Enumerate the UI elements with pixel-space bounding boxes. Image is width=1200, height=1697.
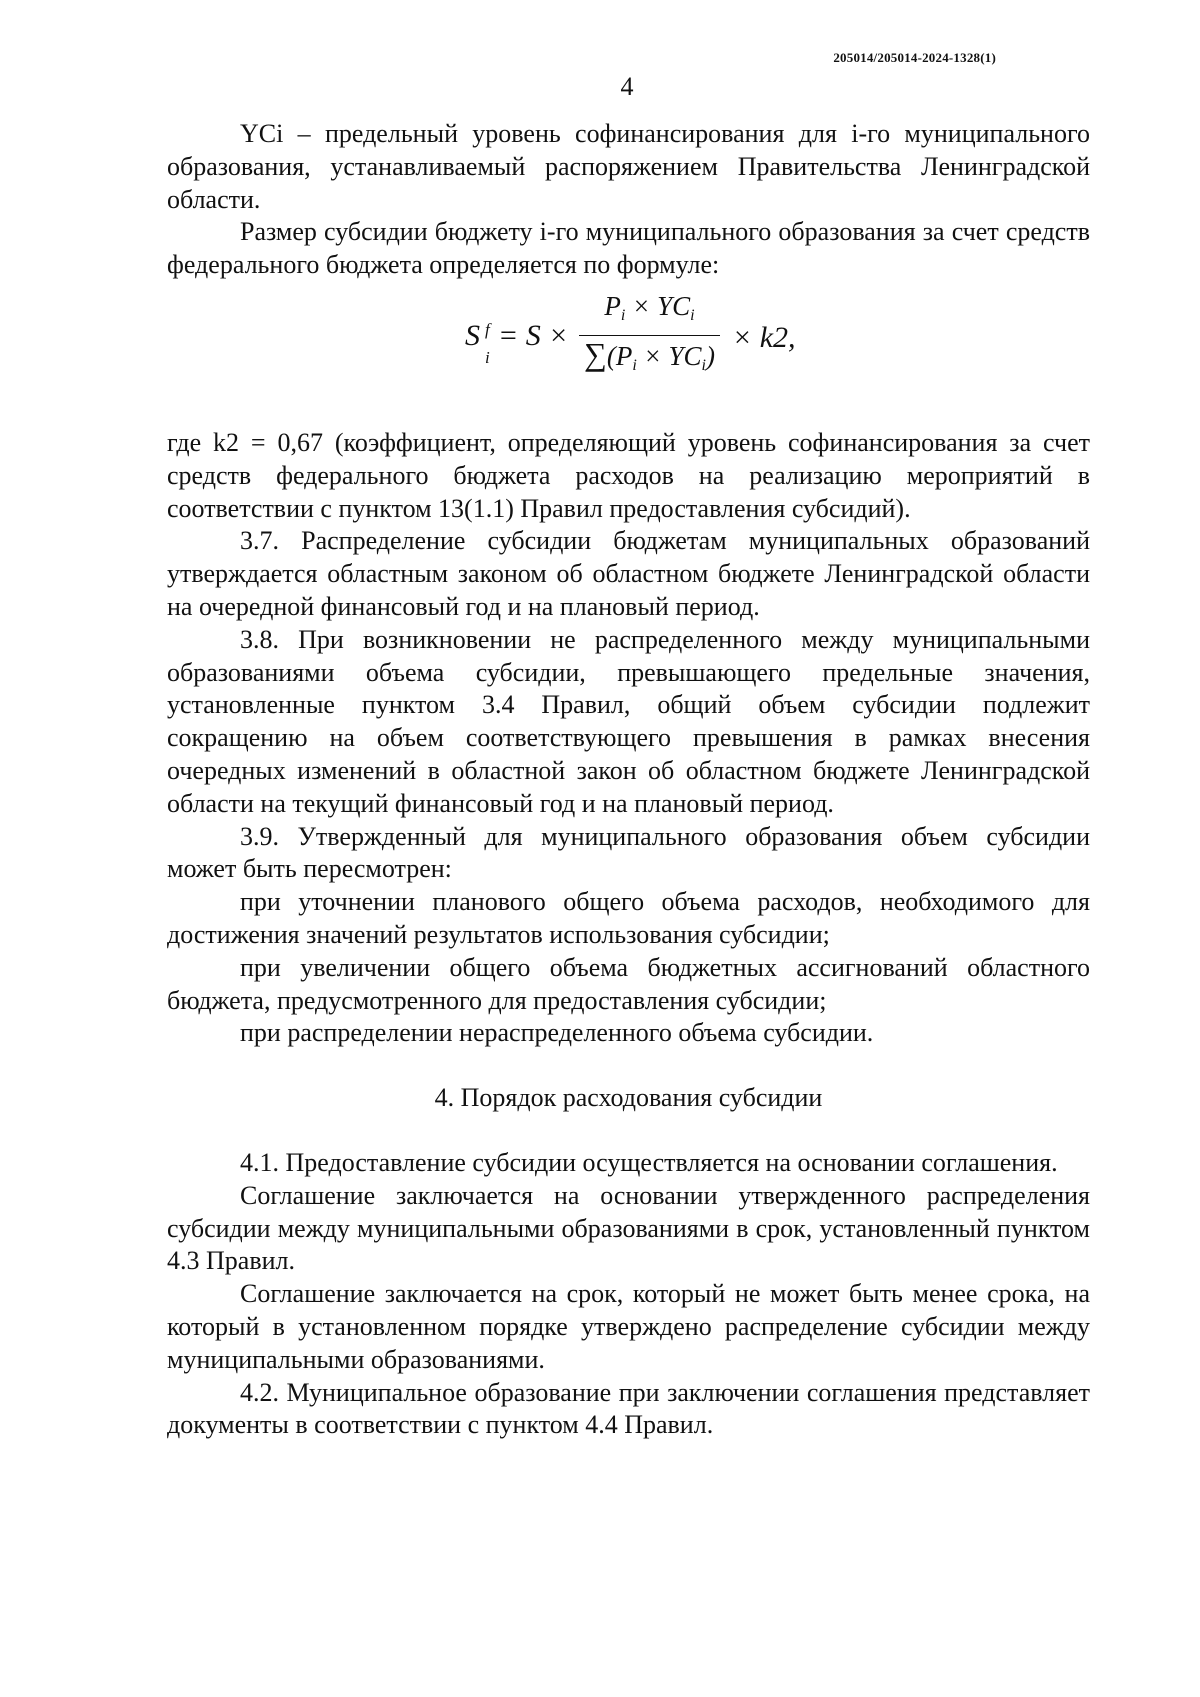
paragraph-3-7: 3.7. Распределение субсидии бюджетам муниципальных образований утверждается областным законом об областном бюджете Ленинградской области на очередной финансовый год и на плановый период.: [167, 526, 1090, 621]
formula-denominator: ∑(Pi × YCi): [584, 335, 715, 374]
paragraph-3-9-item-1: при уточнении планового общего объема расходов, необходимого для достижения значений результатов использования субсидии;: [167, 887, 1090, 949]
paragraph-agreement-basis: Соглашение заключается на основании утвержденного распределения субсидии между муниципальными образованиями в срок, установленный пунктом 4.3 Правил.: [167, 1180, 1090, 1276]
subsidy-formula: [167, 282, 1090, 427]
formula-tail: × k2,: [732, 320, 796, 354]
paragraph-3-8: 3.8. При возникновении не распределенного между муниципальными образованиями объема субсидии, превышающего предельные значения, установленные пунктом 3.4 Правил, общий объем субсидии подлежит сокращению на объем соответствующего превышения в рамках внесения очередных изменений в областной закон об областном бюджете Ленинградской области на текущий финансовый год и на плановый период.: [167, 624, 1090, 818]
paragraph-4-1: 4.1. Предоставление субсидии осуществляется на основании соглашения.: [240, 1147, 1058, 1177]
paragraph-3-9-item-2: при увеличении общего объема бюджетных ассигнований областного бюджета, предусмотренного для предоставления субсидии;: [167, 952, 1090, 1015]
paragraph-3-9: 3.9. Утвержденный для муниципального образования объем субсидии может быть пересмотрен:: [167, 821, 1090, 884]
paragraph-3-9-item-3: при распределении нераспределенного объема субсидии.: [240, 1018, 874, 1048]
formula-fraction: [577, 290, 722, 383]
document-body: [167, 118, 1090, 1442]
paragraph-formula-intro: Размер субсидии бюджету i-го муниципального образования за счет средств федерального бюджета определяется по формуле:: [167, 217, 1090, 280]
paragraph-k2: где k2 = 0,67 (коэффициент, определяющий уровень софинансирования за счет средств федерального бюджета расходов на реализацию мероприятий в соответствии с пунктом 13(1.1) Правил предоставления субсидий).: [167, 427, 1090, 523]
formula-lhs: S f i = S ×: [465, 318, 569, 367]
formula-numerator: Pi × YCi: [604, 290, 695, 324]
paragraph-yci-definition: YCi – предельный уровень софинансирования для i-го муниципального образования, устанавливаемый распоряжением Правительства Ленинградской области.: [167, 119, 1090, 214]
document-id: 205014/205014-2024-1328(1): [833, 50, 996, 65]
page-number: 4: [620, 72, 634, 101]
paragraph-4-2: 4.2. Муниципальное образование при заключении соглашения представляет документы в соответствии с пунктом 4.4 Правил.: [167, 1377, 1090, 1440]
paragraph-agreement-term: Соглашение заключается на срок, который не может быть менее срока, на который в установленном порядке утверждено распределение субсидии между муниципальными образованиями.: [167, 1279, 1090, 1374]
section-heading: 4. Порядок расходования субсидии: [434, 1083, 823, 1113]
